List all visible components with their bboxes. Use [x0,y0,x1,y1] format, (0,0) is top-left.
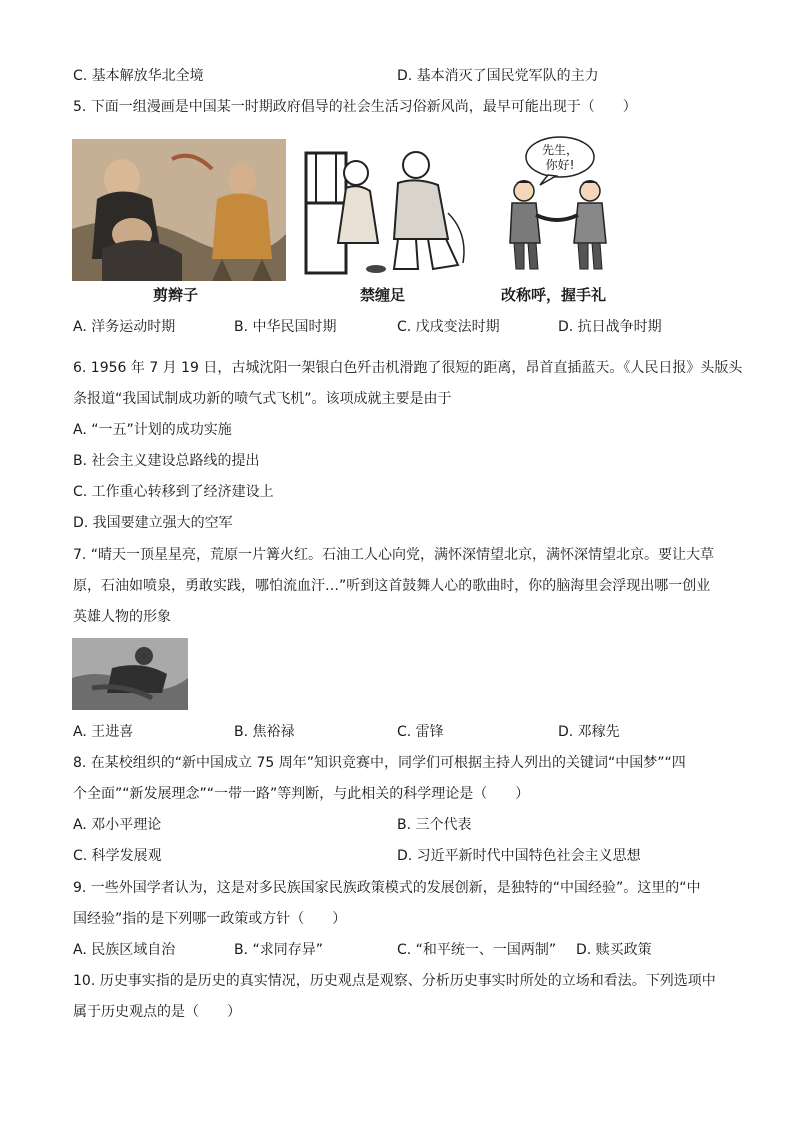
q8-option-c: C. 科学发展观 [73,848,162,864]
q7-option-b: B. 焦裕禄 [234,724,295,740]
q5-option-a: A. 洋务运动时期 [73,319,176,335]
oil-worker-photo [72,638,188,710]
q10-stem-line2: 属于历史观点的是（ ） [73,1004,241,1020]
q7-option-d: D. 邓稼先 [558,724,620,740]
q5-option-b: B. 中华民国时期 [234,319,337,335]
q4-option-d: D. 基本消灭了国民党军队的主力 [397,68,599,84]
q7-option-a: A. 王进喜 [73,724,134,740]
q7-stem-line1: 7. “晴天一顶星星亮，荒原一片篝火红。石油工人心向党，满怀深情望北京，满怀深情望北京。要让大草 [73,547,715,563]
q4-option-c: C. 基本解放华北全境 [73,68,204,84]
foot-binding-sketch [298,143,480,277]
q5-stem: 5. 下面一组漫画是中国某一时期政府倡导的社会生活习俗新风尚，最早可能出现于（ ） [73,99,637,115]
q9-option-a: A. 民族区域自治 [73,942,176,958]
queue-cutting-painting [72,139,286,281]
caption-handshake: 改称呼，握手礼 [501,286,607,304]
q6-option-a: A. “一五”计划的成功实施 [73,422,232,438]
q7-option-c: C. 雷锋 [397,724,444,740]
q6-option-d: D. 我国要建立强大的空军 [73,515,233,531]
q8-stem-line1: 8. 在某校组织的“新中国成立 75 周年”知识竞赛中，同学们可根据主持人列出的关键词“中国梦”“四 [73,755,686,771]
q8-stem-line2: 个全面”“新发展理念”“一带一路”等判断，与此相关的科学理论是（ ） [73,786,530,802]
foot-binding-illustration [298,143,480,277]
q7-stem-line2: 原，石油如喷泉，勇敢实践，哪怕流血汗…”听到这首鼓舞人心的歌曲时，你的脑海里会浮现出哪一创业 [73,578,711,594]
queue-cutting-illustration [72,139,286,281]
caption-foot-binding: 禁缠足 [360,286,406,304]
q9-option-b: B. “求同存异” [234,942,324,958]
handshake-cartoon [500,133,618,273]
speech-bubble-line2: 你好! [545,158,575,172]
q6-option-c: C. 工作重心转移到了经济建设上 [73,484,274,500]
q9-stem-line1: 9. 一些外国学者认为，这是对多民族国家民族政策模式的发展创新，是独特的“中国经验”。这里的“中 [73,880,701,896]
q8-option-a: A. 邓小平理论 [73,817,162,833]
speech-bubble-line1: 先生， [541,143,579,157]
q5-option-d: D. 抗日战争时期 [558,319,662,335]
q6-stem-line1: 6. 1956 年 7 月 19 日，古城沈阳一架银白色歼击机滑跑了很短的距离，昂首直插蓝天。《人民日报》头版头 [73,360,743,376]
oil-worker-illustration [72,638,188,710]
handshake-illustration [500,133,618,273]
caption-queue-cutting: 剪辫子 [153,286,199,304]
q9-option-c: C. “和平统一、一国两制” [397,942,557,958]
q7-stem-line3: 英雄人物的形象 [73,609,171,625]
q6-option-b: B. 社会主义建设总路线的提出 [73,453,260,469]
q9-option-d: D. 赎买政策 [576,942,652,958]
q10-stem-line1: 10. 历史事实指的是历史的真实情况，历史观点是观察、分析历史事实时所处的立场和看法。下列选项中 [73,973,716,989]
q5-option-c: C. 戊戌变法时期 [397,319,500,335]
q6-stem-line2: 条报道“我国试制成功新的喷气式飞机”。该项成就主要是由于 [73,391,452,407]
q8-option-b: B. 三个代表 [397,817,472,833]
q8-option-d: D. 习近平新时代中国特色社会主义思想 [397,848,641,864]
q9-stem-line2: 国经验”指的是下列哪一政策或方针（ ） [73,911,347,927]
